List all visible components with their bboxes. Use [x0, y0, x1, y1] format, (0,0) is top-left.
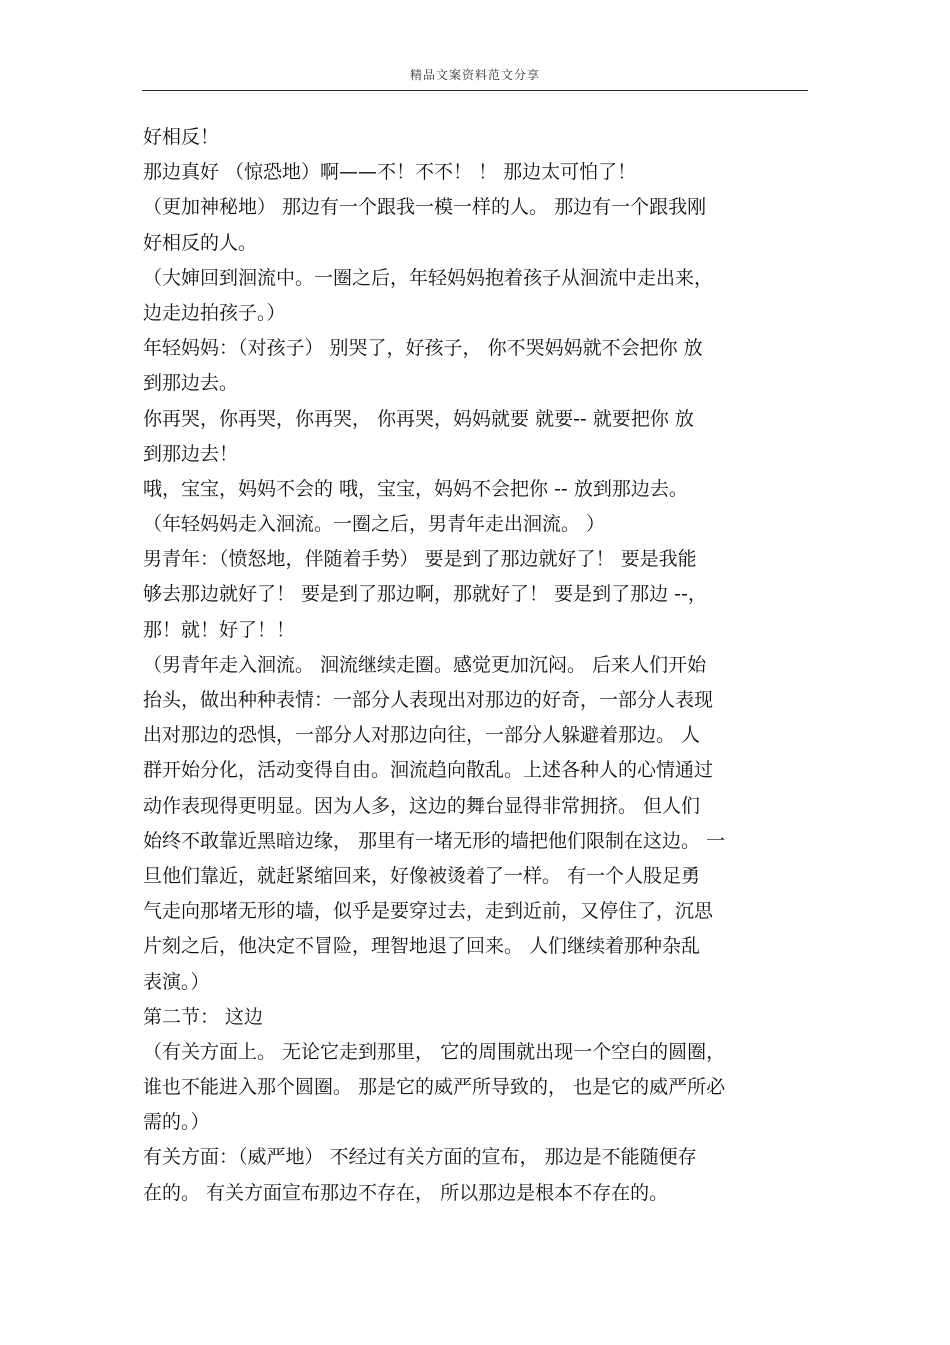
text-line: 哦，宝宝，妈妈不会的 哦，宝宝，妈妈不会把你 -- 放到那边去。 [143, 477, 688, 500]
text-line: 好相反！ [143, 126, 220, 148]
text-line: 旦他们靠近，就赶紧缩回来，好像被烫着了一样。 有一个人股足勇 [143, 864, 701, 887]
text-line: 你再哭，你再哭，你再哭， 你再哭，妈妈就要 就要-- 就要把你 放 [143, 407, 694, 430]
text-line: 到那边去。 [143, 372, 239, 395]
header-divider [142, 90, 808, 91]
text-line: 年轻妈妈：（对孩子） 别哭了，好孩子， 你不哭妈妈就不会把你 放 [143, 337, 703, 360]
text-line: 抬头，做出种种表情：一部分人表现出对那边的好奇，一部分人表现 [143, 689, 714, 711]
text-line: 在的。 有关方面宣布那边不存在， 所以那边是根本不存在的。 [143, 1181, 669, 1204]
text-line: 好相反的人。 [143, 231, 258, 254]
text-line: （年轻妈妈走入洄流。一圈之后，男青年走出洄流。 ） [143, 513, 606, 536]
text-line: 表演。） [143, 970, 210, 993]
text-line: （有关方面上。 无论它走到那里， 它的周围就出现一个空白的圆圈， [143, 1040, 726, 1063]
text-line: （大婶回到洄流中。一圈之后，年轻妈妈抱着孩子从洄流中走出来， [143, 266, 714, 289]
section-heading: 第二节： 这边 [143, 1005, 264, 1028]
text-line: 谁也不能进入那个圆圈。 那是它的威严所导致的， 也是它的威严所必 [143, 1076, 726, 1099]
text-line: （男青年走入洄流。 洄流继续走圈。感觉更加沉闷。 后来人们开始 [143, 653, 707, 676]
document-body [143, 120, 808, 1211]
text-line: 动作表现得更明显。因为人多，这边的舞台显得非常拥挤。 但人们 [143, 794, 701, 817]
text-line: 那边真好 （惊恐地）啊——不！不不！ ！ 那边太可怕了！ [143, 161, 637, 184]
text-line: （更加神秘地） 那边有一个跟我一模一样的人。 那边有一个跟我刚 [143, 196, 707, 219]
text-line: 始终不敢靠近黑暗边缘， 那里有一堵无形的墙把他们限制在这边。 一 [143, 829, 726, 852]
text-line: 男青年：（愤怒地，伴随着手势） 要是到了那边就好了！ 要是我能 [143, 548, 697, 571]
text-line: 片刻之后，他决定不冒险，理智地退了回来。 人们继续着那种杂乱 [143, 935, 701, 958]
text-line: 气走向那堵无形的墙，似乎是要穿过去，走到近前，又停住了，沉思 [143, 900, 714, 923]
text-line: 边走边拍孩子。） [143, 301, 286, 324]
text-line: 那！就！好了！！ [143, 618, 296, 641]
text-line: 够去那边就好了！ 要是到了那边啊，那就好了！ 要是到了那边 --， [143, 583, 707, 606]
page-header-title: 精品文案资料范文分享 [409, 68, 540, 82]
text-line: 到那边去！ [143, 442, 239, 465]
text-line: 需的。） [143, 1111, 210, 1134]
text-line: 有关方面：（威严地） 不经过有关方面的宣布， 那边是不能随便存 [143, 1146, 697, 1169]
text-line: 出对那边的恐惧，一部分人对那边向往，一部分人躲避着那边。 人 [143, 724, 701, 747]
text-line: 群开始分化，活动变得自由。洄流趋向散乱。上述各种人的心情通过 [143, 759, 714, 782]
